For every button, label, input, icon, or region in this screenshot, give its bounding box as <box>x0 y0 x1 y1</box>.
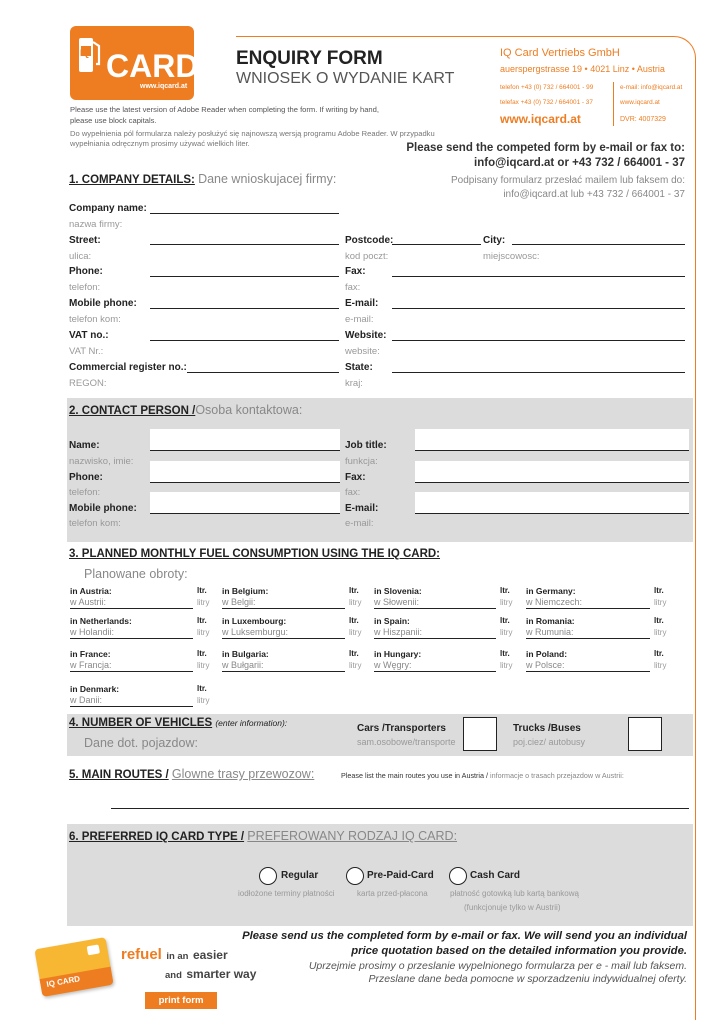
fuel-amount-input[interactable] <box>374 671 496 672</box>
fuel-country-label: in Poland: <box>526 649 568 659</box>
fuel-amount-input[interactable] <box>222 608 345 609</box>
note-en-2: please use block capitals. <box>70 116 157 125</box>
label-email-pl: e-mail: <box>345 314 374 325</box>
label-cars: Cars /Transporters <box>357 723 446 734</box>
label-contact-email-pl: e-mail: <box>345 518 374 529</box>
footer-en-2: price quotation based on the detailed information you provide. <box>351 945 687 957</box>
fuel-unit-pl: litry <box>197 598 210 607</box>
footer-pl-2: Przeslane dane beda pomocne w sporzadzeniu indywidualnej oferty. <box>368 973 687 985</box>
card-label: IQ CARD <box>45 974 81 989</box>
label-job: Job title: <box>345 440 387 451</box>
vat-input[interactable] <box>150 340 339 341</box>
note-pl-2: wypełniania odręcznym prosimy używać wielkich liter. <box>70 139 250 148</box>
send-pl-1: Podpisany formularz przesłać mailem lub faksem do: <box>451 175 685 186</box>
label-cash-pl-1: płatność gotowką lub kartą bankową <box>450 889 579 898</box>
trucks-count-box[interactable] <box>628 717 662 751</box>
label-street: Street: <box>69 235 101 246</box>
label-mobile: Mobile phone: <box>69 298 137 309</box>
fuel-unit: ltr. <box>654 586 664 595</box>
company-telefon: telefon +43 (0) 732 / 664001 - 99 <box>500 84 594 91</box>
section3-title: 3. PLANNED MONTHLY FUEL CONSUMPTION USING THE IQ CARD: <box>69 548 441 560</box>
label-mobile-pl: telefon kom: <box>69 314 121 325</box>
fuel-country-label: in Bulgaria: <box>222 649 269 659</box>
fuel-unit: ltr. <box>349 616 359 625</box>
send-en-1: Please send the competed form by e-mail or fax to: <box>406 142 685 154</box>
fuel-country-label: in Austria: <box>70 586 112 596</box>
slogan-2: and smarter way <box>165 967 257 981</box>
label-phone-pl: telefon: <box>69 282 101 293</box>
fuel-amount-input[interactable] <box>70 671 193 672</box>
fuel-unit-pl: litry <box>349 598 362 607</box>
label-website-pl: website: <box>345 346 380 357</box>
label-state-pl: kraj: <box>345 378 363 389</box>
fuel-unit: ltr. <box>500 649 510 658</box>
fuel-item <box>222 586 372 612</box>
fuel-amount-input[interactable] <box>70 608 193 609</box>
iq-card-image <box>34 937 113 997</box>
send-pl-2: info@iqcard.at lub +43 732 / 664001 - 37 <box>503 189 685 200</box>
fuel-unit: ltr. <box>349 586 359 595</box>
label-email: E-mail: <box>345 298 379 309</box>
website-input[interactable] <box>392 340 685 341</box>
footer-pl-1: Uprzejmie prosimy o przeslanie wypelnionego formularza per e - mail lub faksem. <box>308 960 687 972</box>
fuel-unit: ltr. <box>500 586 510 595</box>
label-contact-name-pl: nazwisko, imie: <box>69 456 134 467</box>
contact-email-input[interactable] <box>415 492 689 514</box>
contact-name-input[interactable] <box>150 429 340 451</box>
state-input[interactable] <box>392 372 685 373</box>
fuel-unit: ltr. <box>654 616 664 625</box>
email-input[interactable] <box>392 308 685 309</box>
label-phone: Phone: <box>69 266 103 277</box>
company-email: e-mail: info@iqcard.at <box>620 84 683 91</box>
fuel-amount-input[interactable] <box>70 638 193 639</box>
company-dvr: DVR: 4007329 <box>620 116 666 123</box>
page-subtitle: WNIOSEK O WYDANIE KART <box>236 70 455 87</box>
phone-input[interactable] <box>150 276 339 277</box>
fuel-country-label-pl: w Słowenii: <box>374 597 420 607</box>
fax-input[interactable] <box>392 276 685 277</box>
section4-subtitle: Dane dot. pojazdow: <box>84 736 198 750</box>
fuel-country-label-pl: w Bułgarii: <box>222 660 264 670</box>
fuel-country-label: in Belgium: <box>222 586 269 596</box>
label-trucks: Trucks /Buses <box>513 723 581 734</box>
fuel-item <box>70 649 220 675</box>
page-title: ENQUIRY FORM <box>236 48 383 69</box>
section2-title: 2. CONTACT PERSON /Osoba kontaktowa: <box>69 403 303 417</box>
fuel-country-label-pl: w Hiszpanii: <box>374 627 423 637</box>
note-pl-1: Do wypełnienia pól formularza należy posłużyć się najnowszą wersją programu Adobe Reader. W przypadku <box>70 129 435 138</box>
fuel-unit-pl: litry <box>349 628 362 637</box>
fuel-item <box>526 616 676 642</box>
label-regular-pl: iodłożone terminy płatności <box>238 889 335 898</box>
print-form-button[interactable] <box>145 992 217 1009</box>
label-fax-pl: fax: <box>345 282 361 293</box>
label-postcode: Postcode: <box>345 235 394 246</box>
company-name: IQ Card Vertriebs GmbH <box>500 47 620 59</box>
fuel-country-label-pl: w Holandii: <box>70 627 115 637</box>
section5-title: 5. MAIN ROUTES / Glowne trasy przewozow: <box>69 767 315 781</box>
fuel-country-label: in France: <box>70 649 111 659</box>
job-title-input[interactable] <box>415 429 689 451</box>
fuel-item <box>526 649 676 675</box>
fuel-country-label-pl: w Luksemburgu: <box>222 627 289 637</box>
section6-title: 6. PREFERRED IQ CARD TYPE / PREFEROWANY RODZAJ IQ CARD: <box>69 829 458 843</box>
label-vat: VAT no.: <box>69 330 109 341</box>
section3-subtitle: Planowane obroty: <box>84 567 188 581</box>
register-input[interactable] <box>187 372 339 373</box>
label-contact-email: E-mail: <box>345 503 379 514</box>
fuel-country-label-pl: w Belgii: <box>222 597 256 607</box>
contact-fax-input[interactable] <box>415 461 689 483</box>
fuel-unit-pl: litry <box>197 628 210 637</box>
company-name-input[interactable] <box>150 213 339 214</box>
fuel-item <box>70 586 220 612</box>
label-website: Website: <box>345 330 387 341</box>
regular-radio[interactable] <box>259 867 277 885</box>
card-chip-icon <box>87 944 100 955</box>
label-regular: Regular <box>281 870 319 881</box>
label-prepaid-pl: karta przed-płacona <box>357 889 428 898</box>
label-job-pl: funkcja: <box>345 456 378 467</box>
fuel-country-label-pl: w Rumunia: <box>526 627 574 637</box>
company-web-small[interactable]: www.iqcard.at <box>620 99 660 106</box>
send-en-2: info@iqcard.at or +43 732 / 664001 - 37 <box>474 157 685 169</box>
label-street-pl: ulica: <box>69 251 92 262</box>
fuel-unit: ltr. <box>197 616 207 625</box>
fuel-unit-pl: litry <box>500 598 513 607</box>
fuel-country-label: in Luxembourg: <box>222 616 287 626</box>
fuel-amount-input[interactable] <box>374 638 496 639</box>
fuel-unit-pl: litry <box>197 661 210 670</box>
fuel-item <box>374 649 524 675</box>
fuel-country-label: in Hungary: <box>374 649 422 659</box>
logo-brand: CARD <box>106 48 199 84</box>
label-contact-mobile: Mobile phone: <box>69 503 137 514</box>
fuel-amount-input[interactable] <box>222 671 345 672</box>
fuel-unit: ltr. <box>197 649 207 658</box>
label-state: State: <box>345 362 373 373</box>
fuel-country-label-pl: w Węgry: <box>374 660 412 670</box>
section4-title: 4. NUMBER OF VEHICLES (enter information): <box>69 717 288 729</box>
fuel-item <box>374 586 524 612</box>
fuel-item <box>526 586 676 612</box>
fuel-amount-input[interactable] <box>374 608 496 609</box>
label-company-name-pl: nazwa firmy: <box>69 219 123 230</box>
routes-input[interactable] <box>111 808 689 809</box>
fuel-item <box>70 616 220 642</box>
company-address: auerspergstrasse 19 • 4021 Linz • Austria <box>500 64 665 74</box>
fuel-country-label: in Slovenia: <box>374 586 422 596</box>
fuel-unit: ltr. <box>500 616 510 625</box>
fuel-country-label: in Spain: <box>374 616 410 626</box>
fuel-item <box>70 684 220 710</box>
logo-url: www.iqcard.at <box>140 83 188 90</box>
fuel-item <box>374 616 524 642</box>
fuel-unit: ltr. <box>197 586 207 595</box>
label-fax: Fax: <box>345 266 366 277</box>
label-company-name: Company name: <box>69 203 147 214</box>
label-cash-pl-2: (funkcjonuje tylko w Austrii) <box>464 903 561 912</box>
fuel-unit: ltr. <box>197 684 207 693</box>
label-register-pl: REGON: <box>69 378 107 389</box>
prepaid-radio[interactable] <box>346 867 364 885</box>
contact-phone-input[interactable] <box>150 461 340 483</box>
label-cars-pl: sam.osobowe/transporte <box>357 737 456 747</box>
label-cash: Cash Card <box>470 870 521 881</box>
label-city: City: <box>483 235 506 246</box>
fuel-country-label-pl: w Niemczech: <box>526 597 583 607</box>
fuel-country-label-pl: w Austrii: <box>70 597 107 607</box>
fuel-unit-pl: litry <box>500 661 513 670</box>
logo <box>70 26 199 100</box>
label-vat-pl: VAT Nr.: <box>69 346 104 357</box>
label-postcode-pl: kod poczt: <box>345 251 389 262</box>
fuel-unit-pl: litry <box>654 598 667 607</box>
fuel-country-label: in Germany: <box>526 586 576 596</box>
city-input[interactable] <box>512 244 685 245</box>
label-city-pl: miejscowosc: <box>483 251 540 262</box>
section1-title: 1. COMPANY DETAILS: Dane wnioskujacej firmy: <box>69 172 337 186</box>
contact-mobile-input[interactable] <box>150 492 340 514</box>
label-contact-fax-pl: fax: <box>345 487 361 498</box>
label-trucks-pl: poj.ciez/ autobusy <box>513 737 586 747</box>
note-en-1: Please use the latest version of Adobe Reader when completing the form. If writing by hand, <box>70 105 379 114</box>
section5-note: Please list the main routes you use in Austria / informacje o trasach przejazdow w Austrii: <box>341 771 624 780</box>
fuel-unit: ltr. <box>349 649 359 658</box>
label-contact-phone: Phone: <box>69 472 103 483</box>
company-divider <box>613 82 614 126</box>
fuel-unit-pl: litry <box>197 696 210 705</box>
label-contact-mobile-pl: telefon kom: <box>69 518 121 529</box>
postcode-input[interactable] <box>392 244 481 245</box>
fuel-country-label: in Denmark: <box>70 684 120 694</box>
street-input[interactable] <box>150 244 339 245</box>
fuel-unit-pl: litry <box>349 661 362 670</box>
mobile-input[interactable] <box>150 308 339 309</box>
fuel-item <box>222 649 372 675</box>
fuel-country-label: in Netherlands: <box>70 616 132 626</box>
cars-count-box[interactable] <box>463 717 497 751</box>
fuel-country-label-pl: w Polsce: <box>526 660 565 670</box>
label-contact-fax: Fax: <box>345 472 366 483</box>
fuel-unit-pl: litry <box>654 628 667 637</box>
label-register: Commercial register no.: <box>69 362 187 373</box>
fuel-amount-input[interactable] <box>70 706 193 707</box>
fuel-item <box>222 616 372 642</box>
fuel-amount-input[interactable] <box>222 638 345 639</box>
footer-en-1: Please send us the completed form by e-mail or fax. We will send you an individual <box>242 930 687 942</box>
fuel-unit-pl: litry <box>500 628 513 637</box>
label-contact-phone-pl: telefon: <box>69 487 101 498</box>
fuel-unit-pl: litry <box>654 661 667 670</box>
fuel-country-label-pl: w Francja: <box>70 660 112 670</box>
fuel-amount-input[interactable] <box>526 638 650 639</box>
company-web[interactable]: www.iqcard.at <box>500 112 581 126</box>
fuel-unit: ltr. <box>654 649 664 658</box>
print-form-label: print form <box>158 995 204 1006</box>
slogan: refuel in an easier <box>121 946 228 963</box>
fuel-amount-input[interactable] <box>526 608 650 609</box>
fuel-amount-input[interactable] <box>526 671 650 672</box>
cash-radio[interactable] <box>449 867 467 885</box>
label-prepaid: Pre-Paid-Card <box>367 870 434 881</box>
company-telefax: telefax +43 (0) 732 / 664001 - 37 <box>500 99 593 106</box>
fuel-country-label: in Romania: <box>526 616 575 626</box>
label-contact-name: Name: <box>69 440 100 451</box>
iq-badge: IQ <box>80 48 90 58</box>
fuel-country-label-pl: w Danii: <box>70 695 103 705</box>
